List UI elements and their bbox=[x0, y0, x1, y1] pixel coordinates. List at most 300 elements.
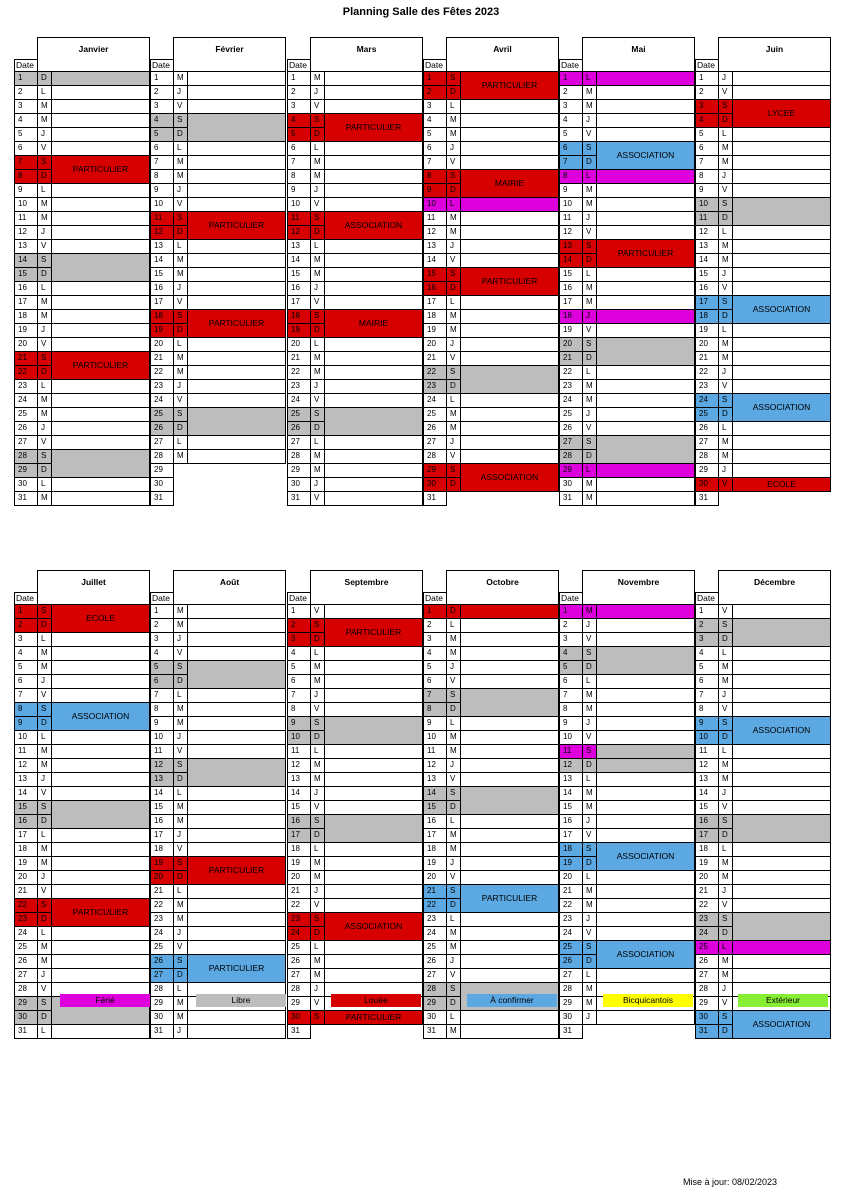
booking-cell: PARTICULIER bbox=[461, 267, 559, 295]
month-name: Août bbox=[174, 571, 286, 593]
day-row bbox=[288, 281, 423, 295]
day-number: 26 bbox=[151, 421, 174, 435]
day-number: 15 bbox=[288, 267, 311, 281]
booking-cell bbox=[597, 968, 695, 982]
booking-cell bbox=[461, 351, 559, 365]
day-number: 31 bbox=[424, 491, 447, 505]
weekday-letter: V bbox=[174, 295, 188, 309]
day-number: 11 bbox=[560, 744, 583, 758]
day-number: 18 bbox=[560, 842, 583, 856]
booking-cell: PARTICULIER bbox=[188, 309, 286, 337]
booking-cell bbox=[325, 155, 423, 169]
day-number: 16 bbox=[151, 281, 174, 295]
weekday-letter: M bbox=[174, 716, 188, 730]
booking-cell bbox=[188, 85, 286, 99]
day-row bbox=[424, 772, 559, 786]
day-number: 29 bbox=[424, 996, 447, 1010]
day-number: 21 bbox=[288, 884, 311, 898]
booking-cell bbox=[325, 688, 423, 702]
booking-cell bbox=[188, 1010, 286, 1024]
weekday-letter: L bbox=[447, 99, 461, 113]
booking-cell bbox=[325, 197, 423, 211]
booking-cell bbox=[188, 800, 286, 814]
day-row bbox=[288, 674, 423, 688]
day-row bbox=[15, 323, 150, 337]
day-row bbox=[424, 968, 559, 982]
weekday-letter: L bbox=[719, 225, 733, 239]
weekday-letter: L bbox=[447, 716, 461, 730]
day-row bbox=[15, 786, 150, 800]
booking-cell: ASSOCIATION bbox=[325, 912, 423, 940]
booking-cell bbox=[188, 702, 286, 716]
weekday-letter: M bbox=[719, 351, 733, 365]
day-number: 17 bbox=[151, 828, 174, 842]
booking-cell: PARTICULIER bbox=[188, 211, 286, 239]
booking-cell bbox=[733, 281, 831, 295]
booking-cell bbox=[733, 940, 831, 954]
day-number: 2 bbox=[560, 618, 583, 632]
day-number: 7 bbox=[15, 155, 38, 169]
day-number: 21 bbox=[696, 351, 719, 365]
booking-cell bbox=[733, 183, 831, 197]
day-number: 14 bbox=[424, 253, 447, 267]
day-row bbox=[560, 323, 695, 337]
day-number: 3 bbox=[560, 632, 583, 646]
booking-cell bbox=[325, 141, 423, 155]
day-row bbox=[288, 491, 423, 505]
day-number: 26 bbox=[15, 954, 38, 968]
month-6 bbox=[14, 570, 150, 1039]
booking-cell bbox=[188, 155, 286, 169]
day-row bbox=[151, 155, 286, 169]
day-number: 5 bbox=[151, 127, 174, 141]
weekday-letter: V bbox=[311, 800, 325, 814]
day-row bbox=[696, 337, 831, 351]
weekday-letter: S bbox=[174, 113, 188, 127]
day-number: 10 bbox=[424, 197, 447, 211]
weekday-letter: S bbox=[583, 940, 597, 954]
day-number: 31 bbox=[696, 1024, 719, 1038]
day-row bbox=[560, 225, 695, 239]
day-number: 28 bbox=[560, 449, 583, 463]
day-row bbox=[151, 702, 286, 716]
day-number: 6 bbox=[151, 674, 174, 688]
day-number: 13 bbox=[696, 239, 719, 253]
weekday-letter: M bbox=[174, 898, 188, 912]
weekday-letter: D bbox=[38, 912, 52, 926]
weekday-letter: M bbox=[583, 898, 597, 912]
booking-cell bbox=[733, 954, 831, 968]
booking-cell: ASSOCIATION bbox=[325, 211, 423, 239]
booking-cell bbox=[733, 772, 831, 786]
day-row bbox=[560, 632, 695, 646]
day-number: 9 bbox=[696, 716, 719, 730]
day-row bbox=[560, 463, 695, 477]
day-number: 11 bbox=[696, 744, 719, 758]
booking-cell: PARTICULIER bbox=[597, 239, 695, 267]
day-row bbox=[151, 253, 286, 267]
day-number: 23 bbox=[15, 912, 38, 926]
weekday-letter: L bbox=[174, 884, 188, 898]
booking-cell: PARTICULIER bbox=[461, 884, 559, 912]
weekday-letter: D bbox=[719, 1024, 733, 1038]
day-row bbox=[288, 393, 423, 407]
booking-cell bbox=[325, 295, 423, 309]
booking-cell: ASSOCIATION bbox=[597, 141, 695, 169]
day-row bbox=[151, 646, 286, 660]
weekday-letter: J bbox=[174, 1024, 188, 1038]
day-row bbox=[288, 870, 423, 884]
day-number: 18 bbox=[15, 309, 38, 323]
day-row bbox=[696, 463, 831, 477]
day-row bbox=[560, 940, 695, 954]
day-number: 10 bbox=[151, 197, 174, 211]
booking-cell bbox=[461, 828, 559, 842]
day-row bbox=[288, 169, 423, 183]
month-3 bbox=[423, 37, 559, 506]
day-row bbox=[696, 674, 831, 688]
booking-cell bbox=[597, 393, 695, 407]
day-number: 14 bbox=[560, 253, 583, 267]
day-row bbox=[151, 99, 286, 113]
booking-cell bbox=[597, 632, 695, 646]
month-name: Novembre bbox=[583, 571, 695, 593]
day-number: 29 bbox=[560, 996, 583, 1010]
day-row bbox=[288, 365, 423, 379]
day-row bbox=[560, 786, 695, 800]
day-row bbox=[151, 281, 286, 295]
day-number: 4 bbox=[15, 646, 38, 660]
day-row bbox=[560, 674, 695, 688]
booking-cell bbox=[52, 211, 150, 225]
day-number: 7 bbox=[288, 155, 311, 169]
day-number: 20 bbox=[15, 870, 38, 884]
weekday-letter: J bbox=[719, 884, 733, 898]
day-row bbox=[15, 772, 150, 786]
booking-cell bbox=[461, 814, 559, 828]
day-row bbox=[696, 772, 831, 786]
day-number: 6 bbox=[560, 141, 583, 155]
day-number: 25 bbox=[560, 940, 583, 954]
booking-cell bbox=[325, 814, 423, 842]
day-number: 30 bbox=[560, 1010, 583, 1024]
day-number: 23 bbox=[288, 912, 311, 926]
weekday-letter: V bbox=[311, 702, 325, 716]
booking-cell: PARTICULIER bbox=[52, 898, 150, 926]
weekday-letter: J bbox=[719, 267, 733, 281]
booking-cell bbox=[188, 828, 286, 842]
weekday-letter: M bbox=[311, 155, 325, 169]
booking-cell bbox=[188, 660, 286, 688]
weekday-letter: L bbox=[447, 295, 461, 309]
weekday-letter: M bbox=[311, 772, 325, 786]
day-number: 23 bbox=[424, 379, 447, 393]
day-row bbox=[560, 211, 695, 225]
day-number: 26 bbox=[424, 421, 447, 435]
booking-cell bbox=[461, 127, 559, 141]
day-row bbox=[288, 253, 423, 267]
weekday-letter: D bbox=[174, 772, 188, 786]
weekday-letter: M bbox=[719, 155, 733, 169]
day-row bbox=[15, 127, 150, 141]
weekday-letter: D bbox=[583, 954, 597, 968]
weekday-letter: L bbox=[38, 281, 52, 295]
date-header: Date bbox=[560, 59, 583, 71]
weekday-letter: M bbox=[174, 71, 188, 85]
day-number: 20 bbox=[560, 870, 583, 884]
booking-cell bbox=[188, 814, 286, 828]
day-row bbox=[696, 449, 831, 463]
weekday-letter: V bbox=[447, 253, 461, 267]
day-row bbox=[288, 379, 423, 393]
weekday-letter: J bbox=[719, 982, 733, 996]
day-row bbox=[15, 449, 150, 463]
day-number: 21 bbox=[15, 351, 38, 365]
weekday-letter: J bbox=[583, 1010, 597, 1024]
day-number: 19 bbox=[560, 323, 583, 337]
day-row bbox=[15, 141, 150, 155]
weekday-letter: M bbox=[583, 281, 597, 295]
date-header: Date bbox=[15, 59, 38, 71]
day-number: 12 bbox=[288, 225, 311, 239]
day-number: 30 bbox=[424, 477, 447, 491]
day-row bbox=[560, 127, 695, 141]
day-row bbox=[288, 267, 423, 281]
day-row bbox=[560, 491, 695, 505]
weekday-letter: M bbox=[174, 814, 188, 828]
weekday-letter: M bbox=[447, 407, 461, 421]
weekday-letter: V bbox=[174, 940, 188, 954]
booking-cell bbox=[461, 604, 559, 618]
day-row bbox=[151, 618, 286, 632]
booking-cell bbox=[461, 239, 559, 253]
weekday-letter: M bbox=[174, 365, 188, 379]
day-row bbox=[696, 898, 831, 912]
weekday-letter: V bbox=[719, 898, 733, 912]
day-row bbox=[696, 281, 831, 295]
day-row bbox=[696, 365, 831, 379]
weekday-letter: V bbox=[311, 99, 325, 113]
booking-cell bbox=[597, 604, 695, 618]
booking-cell bbox=[461, 253, 559, 267]
day-row bbox=[424, 786, 559, 800]
day-number: 31 bbox=[151, 1024, 174, 1038]
day-row bbox=[288, 477, 423, 491]
booking-cell bbox=[733, 898, 831, 912]
weekday-letter: J bbox=[38, 968, 52, 982]
booking-cell bbox=[188, 646, 286, 660]
booking-cell bbox=[325, 281, 423, 295]
booking-cell bbox=[325, 169, 423, 183]
booking-cell bbox=[325, 351, 423, 365]
day-number: 25 bbox=[424, 940, 447, 954]
weekday-letter: M bbox=[583, 379, 597, 393]
booking-cell bbox=[733, 379, 831, 393]
day-number: 14 bbox=[15, 786, 38, 800]
day-number: 2 bbox=[151, 618, 174, 632]
day-row bbox=[15, 99, 150, 113]
day-row bbox=[560, 688, 695, 702]
day-row bbox=[424, 730, 559, 744]
day-number: 17 bbox=[15, 828, 38, 842]
weekday-letter: M bbox=[719, 141, 733, 155]
weekday-letter: D bbox=[311, 632, 325, 646]
weekday-letter: S bbox=[311, 211, 325, 225]
day-row bbox=[696, 253, 831, 267]
day-row bbox=[288, 744, 423, 758]
day-number: 14 bbox=[15, 253, 38, 267]
weekday-letter: M bbox=[447, 211, 461, 225]
booking-cell bbox=[461, 632, 559, 646]
weekday-letter: V bbox=[311, 491, 325, 505]
weekday-letter: S bbox=[719, 295, 733, 309]
booking-cell: PARTICULIER bbox=[52, 351, 150, 379]
day-number: 8 bbox=[560, 169, 583, 183]
day-row bbox=[288, 71, 423, 85]
weekday-letter: J bbox=[583, 912, 597, 926]
weekday-letter: L bbox=[719, 646, 733, 660]
day-number: 21 bbox=[424, 884, 447, 898]
booking-cell bbox=[325, 744, 423, 758]
day-number: 28 bbox=[424, 982, 447, 996]
booking-cell bbox=[325, 85, 423, 99]
weekday-letter: S bbox=[38, 449, 52, 463]
weekday-letter: J bbox=[583, 618, 597, 632]
day-row bbox=[15, 379, 150, 393]
weekday-letter: J bbox=[311, 982, 325, 996]
day-number: 20 bbox=[424, 337, 447, 351]
month-4 bbox=[559, 37, 695, 506]
day-number: 16 bbox=[15, 814, 38, 828]
day-number: 20 bbox=[560, 337, 583, 351]
weekday-letter: D bbox=[447, 604, 461, 618]
booking-cell bbox=[52, 1024, 150, 1038]
weekday-letter: D bbox=[174, 225, 188, 239]
day-number: 12 bbox=[15, 225, 38, 239]
weekday-letter: J bbox=[174, 828, 188, 842]
day-number: 6 bbox=[15, 674, 38, 688]
day-row bbox=[15, 225, 150, 239]
day-row bbox=[696, 477, 831, 491]
day-number: 27 bbox=[151, 435, 174, 449]
booking-cell bbox=[597, 926, 695, 940]
day-row bbox=[560, 842, 695, 856]
weekday-letter: J bbox=[38, 421, 52, 435]
weekday-letter: J bbox=[174, 281, 188, 295]
weekday-letter: S bbox=[174, 660, 188, 674]
day-number: 12 bbox=[424, 225, 447, 239]
day-number: 4 bbox=[151, 646, 174, 660]
month-2 bbox=[287, 37, 423, 506]
day-row bbox=[15, 856, 150, 870]
day-number: 31 bbox=[15, 491, 38, 505]
day-row bbox=[424, 295, 559, 309]
weekday-letter: J bbox=[38, 870, 52, 884]
booking-cell bbox=[597, 421, 695, 435]
day-row bbox=[288, 351, 423, 365]
day-number: 17 bbox=[560, 295, 583, 309]
legend-4: Bicquicantois bbox=[603, 994, 693, 1007]
day-number: 12 bbox=[560, 225, 583, 239]
day-number: 6 bbox=[424, 141, 447, 155]
day-number: 15 bbox=[560, 800, 583, 814]
date-header: Date bbox=[151, 59, 174, 71]
day-row bbox=[151, 632, 286, 646]
weekday-letter: S bbox=[447, 463, 461, 477]
day-row bbox=[15, 688, 150, 702]
day-row bbox=[560, 267, 695, 281]
booking-cell bbox=[597, 169, 695, 183]
weekday-letter: D bbox=[583, 449, 597, 463]
booking-cell bbox=[188, 744, 286, 758]
day-number: 28 bbox=[696, 449, 719, 463]
weekday-letter: L bbox=[583, 169, 597, 183]
day-number: 5 bbox=[560, 660, 583, 674]
booking-cell bbox=[52, 435, 150, 449]
month-name: Octobre bbox=[447, 571, 559, 593]
day-number: 6 bbox=[151, 141, 174, 155]
weekday-letter: M bbox=[719, 253, 733, 267]
booking-cell bbox=[52, 225, 150, 239]
day-number: 23 bbox=[696, 912, 719, 926]
weekday-letter: V bbox=[447, 351, 461, 365]
day-row bbox=[151, 379, 286, 393]
month-0 bbox=[14, 37, 150, 506]
day-number: 1 bbox=[15, 71, 38, 85]
weekday-letter: V bbox=[38, 141, 52, 155]
day-number: 14 bbox=[560, 786, 583, 800]
weekday-letter: J bbox=[583, 113, 597, 127]
booking-cell bbox=[325, 772, 423, 786]
day-row bbox=[15, 477, 150, 491]
weekday-letter: J bbox=[447, 141, 461, 155]
day-number: 18 bbox=[151, 842, 174, 856]
booking-cell bbox=[461, 155, 559, 169]
weekday-letter: L bbox=[38, 183, 52, 197]
day-number: 24 bbox=[560, 393, 583, 407]
day-number: 16 bbox=[560, 814, 583, 828]
day-number: 20 bbox=[151, 870, 174, 884]
weekday-letter: S bbox=[38, 800, 52, 814]
day-row bbox=[15, 407, 150, 421]
day-row bbox=[15, 926, 150, 940]
day-number: 20 bbox=[151, 337, 174, 351]
day-row bbox=[424, 309, 559, 323]
booking-cell bbox=[52, 744, 150, 758]
booking-cell: ECOLE bbox=[52, 604, 150, 632]
day-number: 30 bbox=[288, 477, 311, 491]
weekday-letter: J bbox=[38, 225, 52, 239]
weekday-letter: S bbox=[583, 744, 597, 758]
day-number: 3 bbox=[560, 99, 583, 113]
weekday-letter: D bbox=[583, 155, 597, 169]
booking-cell bbox=[597, 477, 695, 491]
day-row bbox=[15, 197, 150, 211]
day-number: 8 bbox=[288, 169, 311, 183]
weekday-letter: M bbox=[311, 674, 325, 688]
weekday-letter: L bbox=[38, 85, 52, 99]
day-row bbox=[696, 99, 831, 113]
booking-cell bbox=[325, 716, 423, 744]
weekday-letter: D bbox=[311, 730, 325, 744]
weekday-letter: M bbox=[719, 449, 733, 463]
day-number: 25 bbox=[151, 407, 174, 421]
day-number: 29 bbox=[424, 463, 447, 477]
weekday-letter: D bbox=[174, 127, 188, 141]
day-row bbox=[15, 870, 150, 884]
booking-cell bbox=[188, 758, 286, 786]
weekday-letter: M bbox=[583, 491, 597, 505]
